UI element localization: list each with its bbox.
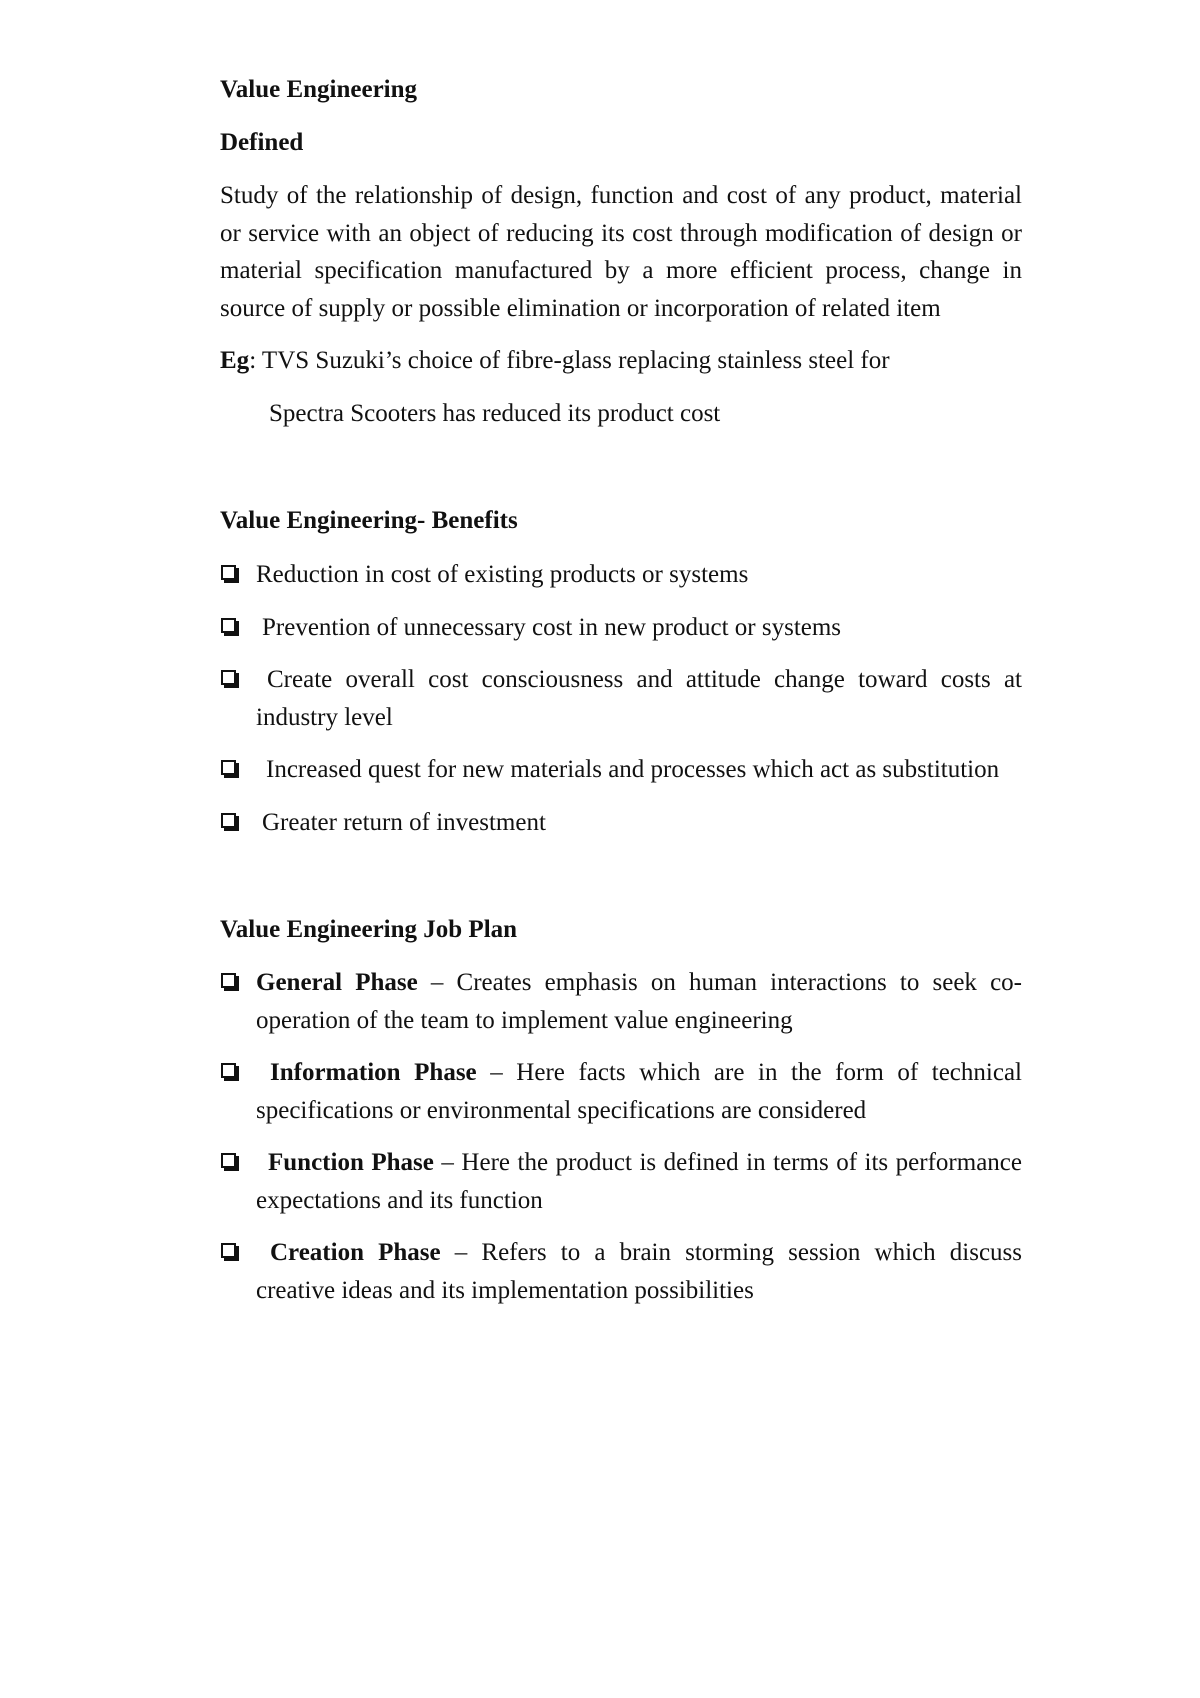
example-label: Eg [220, 347, 250, 374]
example-text: : TVS Suzuki’s choice of fibre-glass replacing stainless steel for [249, 347, 890, 374]
checkbox-bullet-icon [221, 618, 236, 633]
checkbox-bullet-icon [221, 670, 236, 685]
job-plan-heading: Value Engineering Job Plan [220, 916, 518, 943]
checkbox-bullet-icon [221, 1063, 236, 1078]
phase-label: Function Phase [268, 1149, 434, 1176]
benefits-list [220, 556, 1022, 841]
phase-description: – Here facts which are in the form of technical specifications or environmental specifications are considered [256, 1059, 1022, 1124]
checkbox-bullet-icon [221, 1243, 236, 1258]
list-item: Reduction in cost of existing products or systems [220, 556, 1022, 594]
list-item [220, 1144, 1022, 1219]
benefits-heading: Value Engineering- Benefits [220, 507, 518, 534]
list-item: Prevention of unnecessary cost in new product or systems [220, 609, 1022, 647]
phase-label: Information Phase [270, 1059, 477, 1086]
list-item [220, 1054, 1022, 1129]
list-item: Create overall cost consciousness and attitude change toward costs at industry level [220, 661, 1022, 736]
definition-paragraph: Study of the relationship of design, function and cost of any product, material or service with an object of reducing its cost through modification of design or material specification manufactured by a more efficient process, change in source of supply or possible elimination or incorporation of related item [220, 182, 1022, 322]
checkbox-bullet-icon [221, 1153, 236, 1168]
checkbox-bullet-icon [221, 813, 236, 828]
phase-description: – Creates emphasis on human interactions to seek co-operation of the team to implement value engineering [256, 969, 1022, 1034]
phase-description: – Refers to a brain storming session which discuss creative ideas and its implementation possibilities [256, 1239, 1022, 1304]
document-page [220, 72, 1022, 1309]
example-line [220, 343, 1022, 379]
checkbox-bullet-icon [221, 760, 236, 775]
checkbox-bullet-icon [221, 565, 236, 580]
list-item: Increased quest for new materials and processes which act as substitution [220, 751, 1022, 789]
phase-label: General Phase [256, 969, 418, 996]
document-title: Value Engineering [220, 76, 418, 103]
list-item [220, 1234, 1022, 1309]
list-item: Greater return of investment [220, 804, 1022, 842]
checkbox-bullet-icon [221, 973, 236, 988]
phase-label: Creation Phase [270, 1239, 441, 1266]
example-continuation: Spectra Scooters has reduced its product cost [269, 400, 721, 427]
defined-heading: Defined [220, 129, 304, 156]
job-plan-list [220, 964, 1022, 1309]
list-item [220, 964, 1022, 1039]
phase-description: – Here the product is defined in terms of its performance expectations and its function [256, 1149, 1022, 1214]
